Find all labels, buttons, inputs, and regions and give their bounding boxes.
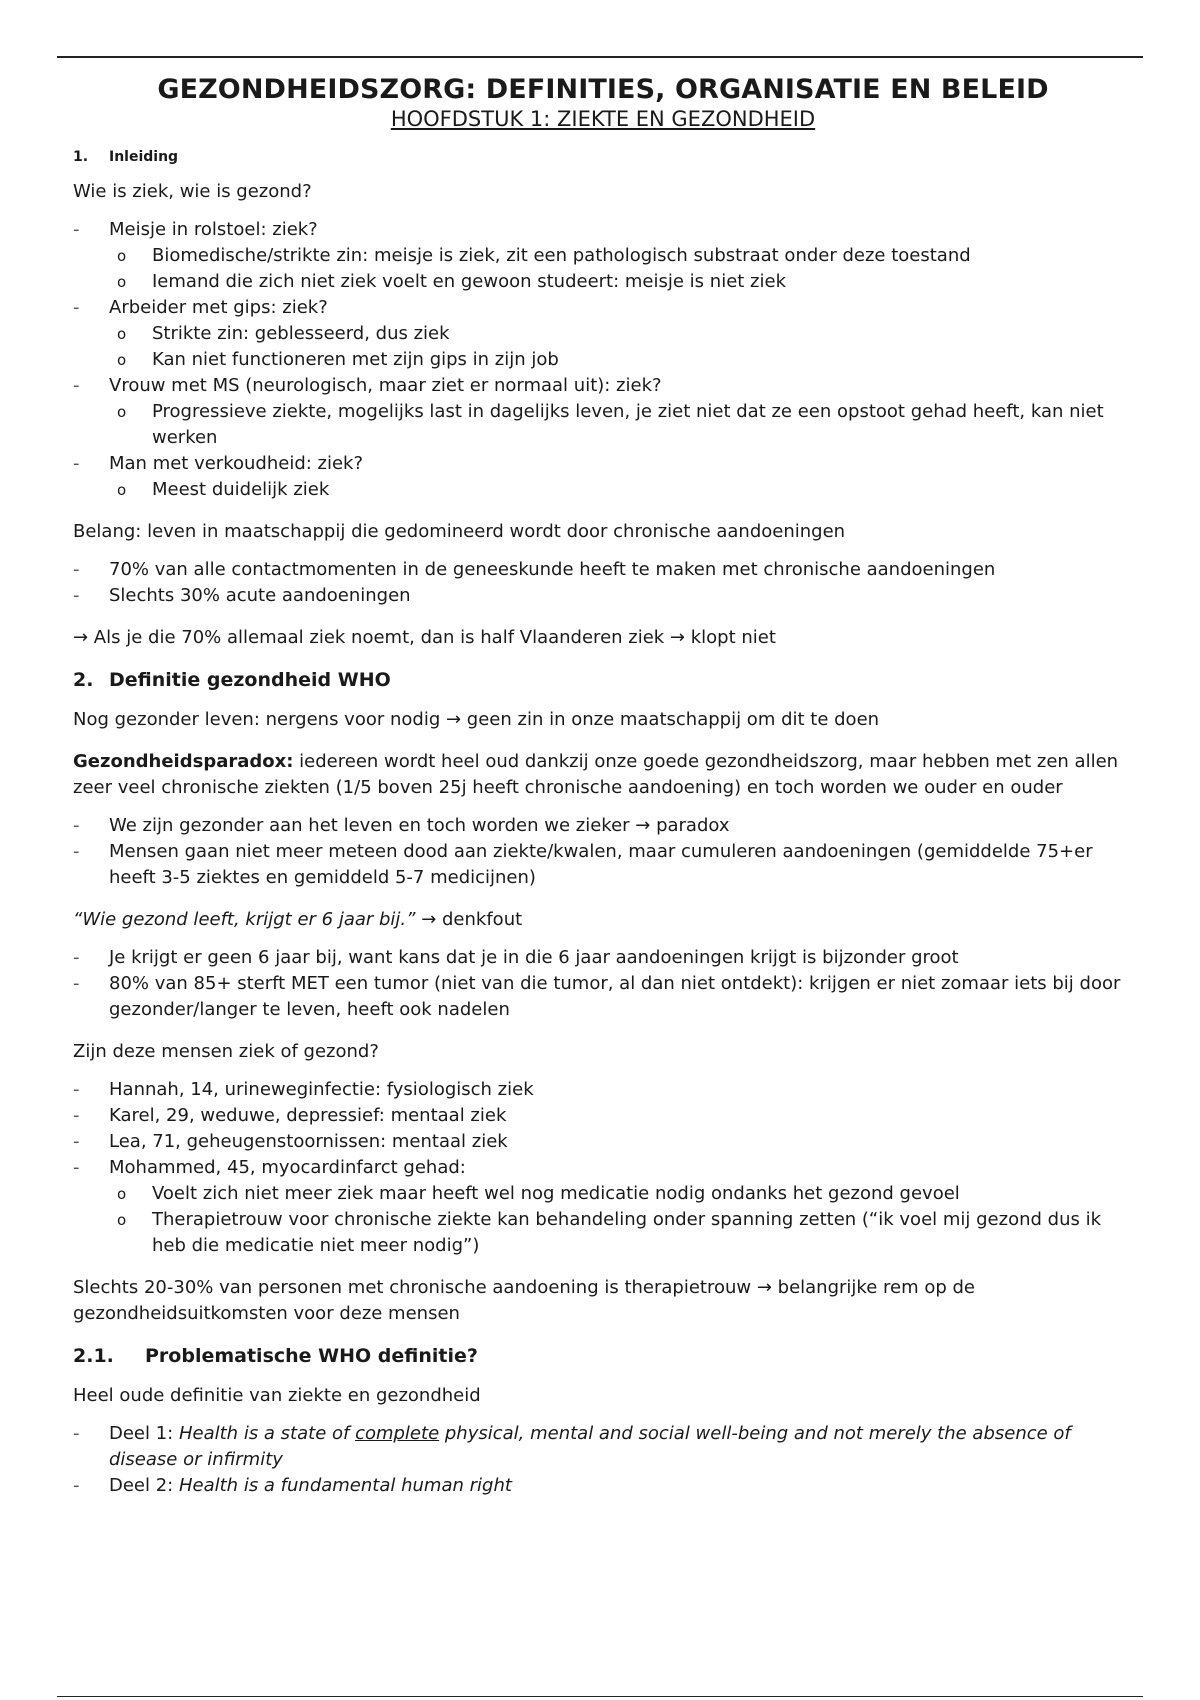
dash-bullet: - bbox=[73, 453, 80, 474]
sub-list bbox=[109, 321, 1133, 373]
paragraph-nog-gezonder: Nog gezonder leven: nergens voor nodig → geen zin in onze maatschappij om dit te doen bbox=[73, 709, 880, 730]
quote-rest: → denkfout bbox=[415, 909, 523, 930]
sub-item-text: Biomedische/strikte zin: meisje is ziek, zit een pathologisch substraat onder deze toestand bbox=[152, 245, 971, 266]
sub-list-item bbox=[109, 347, 1133, 373]
section-title: Problematische WHO definitie? bbox=[145, 1345, 478, 1367]
list-item bbox=[73, 451, 1133, 503]
circle-bullet: o bbox=[117, 273, 127, 291]
dash-bullet: - bbox=[73, 1105, 80, 1126]
list-item bbox=[73, 1473, 1133, 1499]
circle-bullet: o bbox=[117, 1211, 127, 1229]
list-item bbox=[73, 1103, 1133, 1129]
sub-item-text: Voelt zich niet meer ziek maar heeft wel nog medicatie nodig ondanks het gezond gevoel bbox=[152, 1183, 960, 1204]
list-item-text: Lea, 71, geheugenstoornissen: mentaal ziek bbox=[109, 1131, 508, 1152]
dash-bullet: - bbox=[73, 1131, 80, 1152]
list-item bbox=[73, 971, 1133, 1023]
bullet-list-denkfout bbox=[73, 945, 1133, 1023]
underlined-word: complete bbox=[355, 1423, 440, 1444]
dash-bullet: - bbox=[73, 375, 80, 396]
list-item bbox=[73, 1129, 1133, 1155]
dash-bullet: - bbox=[73, 947, 80, 968]
dash-bullet: - bbox=[73, 973, 80, 994]
list-item-text: Meisje in rolstoel: ziek? bbox=[109, 219, 318, 240]
sub-list bbox=[109, 477, 1133, 503]
dash-bullet: - bbox=[73, 1157, 80, 1178]
term-label: Gezondheidsparadox: bbox=[73, 751, 294, 772]
list-item bbox=[73, 945, 1133, 971]
section-heading-inleiding bbox=[73, 149, 1133, 165]
paragraph-therapietrouw: Slechts 20-30% van personen met chronische aandoening is therapietrouw → belangrijke rem op de gezondheidsuitkomsten voor deze mensen bbox=[73, 1277, 975, 1324]
definition-text: Health is a state of bbox=[178, 1423, 356, 1444]
circle-bullet: o bbox=[117, 1185, 127, 1203]
section-title: Inleiding bbox=[109, 149, 179, 165]
dash-bullet: - bbox=[73, 297, 80, 318]
circle-bullet: o bbox=[117, 351, 127, 369]
list-item-label: Deel 1: bbox=[109, 1423, 179, 1444]
section-number: 2.1. bbox=[73, 1345, 114, 1367]
paragraph-heel-oude: Heel oude definitie van ziekte en gezondheid bbox=[73, 1385, 481, 1406]
list-item bbox=[73, 813, 1133, 839]
list-item bbox=[73, 1155, 1133, 1259]
dash-bullet: - bbox=[73, 1079, 80, 1100]
section-heading-problematische bbox=[73, 1343, 1133, 1369]
list-item-text: Hannah, 14, urineweginfectie: fysiologisch ziek bbox=[109, 1079, 534, 1100]
sub-item-text: Progressieve ziekte, mogelijks last in dagelijks leven, je ziet niet dat ze een opstoot gehad heeft, kan niet werken bbox=[152, 401, 1104, 448]
dash-bullet: - bbox=[73, 841, 80, 862]
sub-item-text: Therapietrouw voor chronische ziekte kan behandeling onder spanning zetten (“ik voel mij gezond dus ik heb die medicatie niet meer nodig”) bbox=[152, 1209, 1101, 1256]
list-item bbox=[73, 839, 1133, 891]
circle-bullet: o bbox=[117, 247, 127, 265]
sub-item-text: Iemand die zich niet ziek voelt en gewoon studeert: meisje is niet ziek bbox=[152, 271, 786, 292]
dash-bullet: - bbox=[73, 559, 80, 580]
list-item-text: Karel, 29, weduwe, depressief: mentaal ziek bbox=[109, 1105, 507, 1126]
list-item bbox=[73, 1421, 1133, 1473]
sub-list-item bbox=[109, 1207, 1133, 1259]
bullet-list-people bbox=[73, 1077, 1133, 1259]
chapter-subtitle: HOOFDSTUK 1: ZIEKTE EN GEZONDHEID bbox=[390, 107, 816, 131]
list-item-text: Mohammed, 45, myocardinfarct gehad: bbox=[109, 1157, 466, 1178]
paragraph-zijn-deze-mensen: Zijn deze mensen ziek of gezond? bbox=[73, 1041, 379, 1062]
sub-item-text: Kan niet functioneren met zijn gips in zijn job bbox=[152, 349, 559, 370]
section-title: Definitie gezondheid WHO bbox=[109, 669, 391, 691]
paragraph-gezondheidsparadox bbox=[73, 749, 1133, 801]
bottom-rule bbox=[57, 1696, 1143, 1697]
top-rule bbox=[57, 56, 1143, 58]
sub-list bbox=[109, 399, 1133, 451]
circle-bullet: o bbox=[117, 403, 127, 421]
term-definition: iedereen wordt heel oud dankzij onze goede gezondheidszorg, maar hebben met zen allen zeer veel chronische ziekten (1/5 boven 25j heeft chronische aandoening) en toch worden we ouder en ouder bbox=[73, 751, 1119, 798]
circle-bullet: o bbox=[117, 325, 127, 343]
list-item bbox=[73, 217, 1133, 295]
list-item-text: We zijn gezonder aan het leven en toch worden we zieker → paradox bbox=[109, 815, 730, 836]
bullet-list-who-definition bbox=[73, 1421, 1133, 1499]
dash-bullet: - bbox=[73, 1475, 80, 1496]
sub-item-text: Meest duidelijk ziek bbox=[152, 479, 330, 500]
list-item bbox=[73, 583, 1133, 609]
sub-list-item bbox=[109, 321, 1133, 347]
section-heading-definitie bbox=[73, 667, 1133, 693]
sub-list bbox=[109, 1181, 1133, 1259]
dash-bullet: - bbox=[73, 1423, 80, 1444]
section-number: 2. bbox=[73, 669, 94, 691]
quote-text: “Wie gezond leeft, krijgt er 6 jaar bij.” bbox=[73, 909, 416, 930]
bullet-list-cases bbox=[73, 217, 1133, 503]
list-item-label: Deel 2: bbox=[109, 1475, 179, 1496]
list-item bbox=[73, 373, 1133, 451]
definition-text: physical, mental and social well-being and not merely the absence of disease or infirmity bbox=[109, 1423, 1071, 1470]
sub-list bbox=[109, 243, 1133, 295]
sub-list-item bbox=[109, 1181, 1133, 1207]
list-item-text: 70% van alle contactmomenten in de geneeskunde heeft te maken met chronische aandoeningen bbox=[109, 559, 996, 580]
sub-list-item bbox=[109, 477, 1133, 503]
paragraph-conclusion-arrow: → Als je die 70% allemaal ziek noemt, dan is half Vlaanderen ziek → klopt niet bbox=[73, 627, 776, 648]
circle-bullet: o bbox=[117, 481, 127, 499]
paragraph-quote bbox=[73, 907, 1133, 933]
sub-list-item bbox=[109, 269, 1133, 295]
paragraph-belang: Belang: leven in maatschappij die gedomineerd wordt door chronische aandoeningen bbox=[73, 521, 846, 542]
list-item bbox=[73, 1077, 1133, 1103]
paragraph-wie-is-ziek: Wie is ziek, wie is gezond? bbox=[73, 181, 312, 202]
document-title: GEZONDHEIDSZORG: DEFINITIES, ORGANISATIE EN BELEID bbox=[157, 74, 1049, 105]
list-item-text: Je krijgt er geen 6 jaar bij, want kans dat je in die 6 jaar aandoeningen krijgt is bijzonder groot bbox=[109, 947, 959, 968]
dash-bullet: - bbox=[73, 815, 80, 836]
list-item-text: Arbeider met gips: ziek? bbox=[109, 297, 328, 318]
list-item-text: Mensen gaan niet meer meteen dood aan ziekte/kwalen, maar cumuleren aandoeningen (gemiddelde 75+er heeft 3-5 ziektes en gemiddeld 5-7 medicijnen) bbox=[109, 841, 1093, 888]
list-item bbox=[73, 557, 1133, 583]
definition-text: Health is a fundamental human right bbox=[178, 1475, 512, 1496]
sub-list-item bbox=[109, 399, 1133, 451]
list-item-text: Slechts 30% acute aandoeningen bbox=[109, 585, 411, 606]
list-item-text: Vrouw met MS (neurologisch, maar ziet er normaal uit): ziek? bbox=[109, 375, 662, 396]
dash-bullet: - bbox=[73, 219, 80, 240]
sub-list-item bbox=[109, 243, 1133, 269]
bullet-list-paradox bbox=[73, 813, 1133, 891]
list-item-text: 80% van 85+ sterft MET een tumor (niet van die tumor, al dan niet ontdekt): krijgen er niet zomaar iets bij door gezonder/langer te leven, heeft ook nadelen bbox=[109, 973, 1121, 1020]
dash-bullet: - bbox=[73, 585, 80, 606]
list-item-text: Man met verkoudheid: ziek? bbox=[109, 453, 364, 474]
sub-item-text: Strikte zin: geblesseerd, dus ziek bbox=[152, 323, 450, 344]
document-page bbox=[73, 70, 1133, 1515]
bullet-list-percentages bbox=[73, 557, 1133, 609]
section-number: 1. bbox=[73, 149, 89, 165]
list-item bbox=[73, 295, 1133, 373]
